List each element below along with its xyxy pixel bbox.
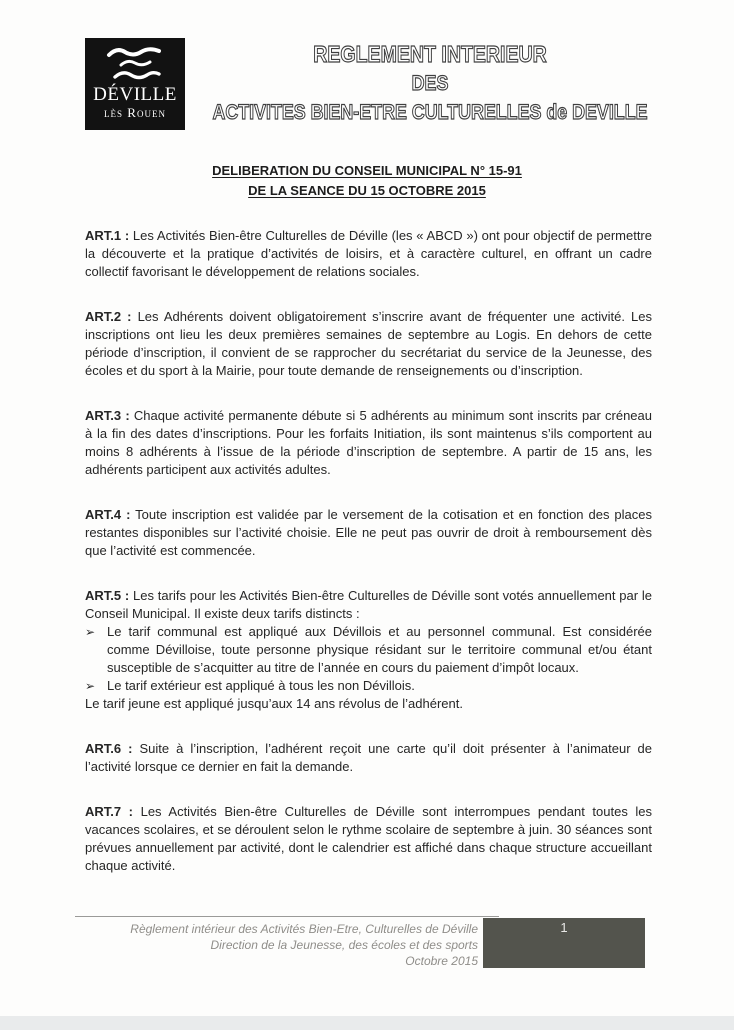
articles-body bbox=[85, 227, 652, 902]
article-6-label: ART.6 : bbox=[85, 741, 133, 756]
arrow-bullet-icon: ➢ bbox=[85, 679, 96, 693]
footer-text bbox=[75, 921, 478, 969]
title-line-1: REGLEMENT INTERIEUR bbox=[313, 41, 547, 67]
article-2 bbox=[85, 308, 652, 380]
article-5-text: Les tarifs pour les Activités Bien-être Culturelles de Déville sont votés annuellement par le Conseil Municipal. Il existe deux tarifs distincts : bbox=[85, 588, 652, 621]
article-1-label: ART.1 : bbox=[85, 228, 130, 243]
scan-edge-strip bbox=[0, 1016, 734, 1030]
footer-divider bbox=[75, 916, 499, 917]
deliberation-line-2: DE LA SEANCE DU 15 OCTOBRE 2015 bbox=[248, 183, 486, 198]
article-1 bbox=[85, 227, 652, 281]
article-5 bbox=[85, 587, 652, 713]
title-line-2: DES bbox=[411, 72, 449, 95]
article-7 bbox=[85, 803, 652, 875]
article-7-text: Les Activités Bien-être Culturelles de Déville sont interrompues pendant toutes les vacances scolaires, et se déroulent selon le rythme scolaire de septembre à juin. 30 séances sont prévues annuellement par activité, dont le calendrier est affiché dans chaque structure accueillant chaque activité. bbox=[85, 804, 652, 873]
article-4-label: ART.4 : bbox=[85, 507, 131, 522]
article-1-text: Les Activités Bien-être Culturelles de Déville (les « ABCD ») ont pour objectif de permettre la découverte et la pratique d’activités de loisirs, et à caractère culturel, en offrant un cadre collectif favorisant le développement de relations sociales. bbox=[85, 228, 652, 279]
article-3 bbox=[85, 407, 652, 479]
article-6 bbox=[85, 740, 652, 776]
article-2-label: ART.2 : bbox=[85, 309, 132, 324]
article-3-label: ART.3 : bbox=[85, 408, 130, 423]
article-5-label: ART.5 : bbox=[85, 588, 130, 603]
bullet-text: Le tarif communal est appliqué aux Dévillois et au personnel communal. Est considérée comme Dévilloise, toute personne physique résidant sur le territoire communal et/ou étant susceptible de s’acquitter au titre de l’année en cours du paiement d’impôt locaux. bbox=[107, 624, 652, 675]
deliberation-line-1: DELIBERATION DU CONSEIL MUNICIPAL N° 15-91 bbox=[212, 163, 522, 178]
deliberation-heading bbox=[0, 161, 734, 201]
logo-subname: lès Rouen bbox=[104, 105, 166, 120]
logo-name: DÉVILLE bbox=[93, 84, 177, 105]
tariff-bullet-list bbox=[85, 623, 652, 695]
article-2-text: Les Adhérents doivent obligatoirement s’inscrire avant de fréquenter une activité. Les inscriptions ont lieu les deux premières semaines de septembre au Logis. En dehors de cette période d’inscription, il convient de se rapprocher du secrétariat du service de la Jeunesse, des écoles et du sport à la Mairie, pour toute demande de renseignements ou d’inscription. bbox=[85, 309, 652, 378]
article-5-after-text: Le tarif jeune est appliqué jusqu’aux 14 ans révolus de l’adhérent. bbox=[85, 696, 463, 711]
arrow-bullet-icon: ➢ bbox=[85, 625, 96, 639]
page-number-box bbox=[483, 918, 645, 968]
footer-line-3: Octobre 2015 bbox=[405, 954, 478, 968]
article-3-text: Chaque activité permanente débute si 5 adhérents au minimum sont inscrits par créneau à la fin des dates d’inscriptions. Pour les forfaits Initiation, ils sont maintenus s’ils comportent au moins 8 adhérents à l’issue de la période d’inscription de septembre. A partir de 15 ans, les adhérents participent aux activités adultes. bbox=[85, 408, 652, 477]
article-6-text: Suite à l’inscription, l’adhérent reçoit une carte qu’il doit présenter à l’animateur de l’activité lorsque ce dernier en fait la demande. bbox=[85, 741, 653, 774]
footer-line-1: Règlement intérieur des Activités Bien-Etre, Culturelles de Déville bbox=[130, 922, 478, 936]
list-item bbox=[85, 623, 652, 677]
article-4 bbox=[85, 506, 652, 560]
list-item bbox=[85, 677, 652, 695]
article-4-text: Toute inscription est validée par le versement de la cotisation et en fonction des places restantes disponibles sur l’activité choisie. Elle ne peut pas ouvrir de droit à remboursement dès que l’activité est commencée. bbox=[85, 507, 652, 558]
bullet-text: Le tarif extérieur est appliqué à tous les non Dévillois. bbox=[107, 678, 415, 693]
article-7-label: ART.7 : bbox=[85, 804, 134, 819]
page-number: 1 bbox=[560, 920, 568, 935]
title-line-3: ACTIVITES BIEN-ETRE CULTURELLES de DEVILLE bbox=[212, 101, 648, 124]
document-title bbox=[168, 40, 692, 127]
footer-line-2: Direction de la Jeunesse, des écoles et des sports bbox=[210, 938, 478, 952]
